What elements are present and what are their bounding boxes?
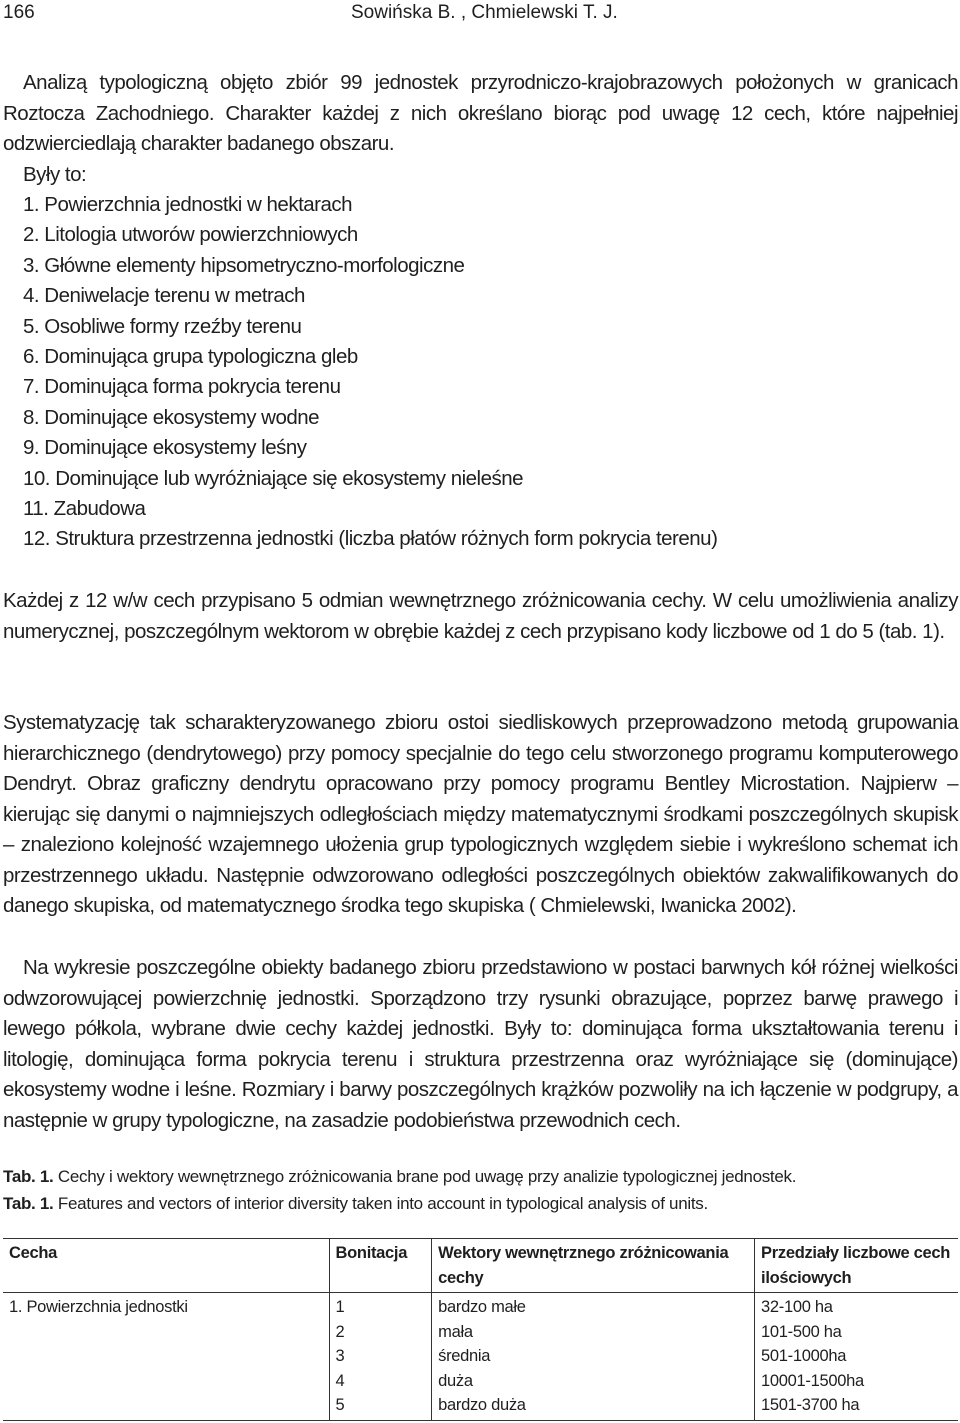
list-item: 1. Powierzchnia jednostki w hektarach bbox=[23, 193, 353, 216]
range-value: 501-1000ha bbox=[761, 1347, 847, 1365]
cell-vectors bbox=[432, 1293, 755, 1421]
list-item: 11. Zabudowa bbox=[23, 497, 146, 521]
list-item: 9. Dominujące ekosystemy leśny bbox=[23, 436, 307, 460]
rating-value: 1 bbox=[335, 1298, 345, 1316]
list-item: 7. Dominująca forma pokrycia terenu bbox=[23, 375, 341, 399]
header-przedzialy: Przedziały liczbowe cech ilościowych bbox=[755, 1239, 958, 1293]
features-list bbox=[23, 190, 717, 555]
list-item: 5. Osobliwe formy rzeźby terenu bbox=[23, 314, 302, 338]
diagram-paragraph: Na wykresie poszczególne obiekty badanego zbioru przedstawiono w postaci barwnych kół różnej wielkości odwzorowującej powierzchnię jednostki. Sporządzono trzy rysunki obrazujące, poprzez barwę prawego i lewego półkola, wybrane dwie cechy każdej jednostki. Były to: dominująca forma ukształtowania terenu i litologię, dominująca forma pokrycia terenu i struktura przestrzenna oraz wyróżniające się (dominujące) ekosystemy wodne i leśne. Rozmiary i barwy poszczególnych krążków pozwoliły na ich łączenie w podgrupy, a następnie w grupy typologiczne, na zasadzie podobieństwa przewodnich cech. bbox=[3, 956, 958, 1132]
running-head-authors: Sowińska B. , Chmielewski T. J. bbox=[351, 2, 618, 23]
range-value: 10001-1500ha bbox=[761, 1371, 864, 1390]
vector-value: bardzo duża bbox=[438, 1396, 526, 1414]
page-number: 166 bbox=[3, 2, 35, 23]
vector-value: bardzo małe bbox=[438, 1298, 526, 1316]
vector-value: mała bbox=[438, 1322, 473, 1341]
intro-paragraph: Analizą typologiczną objęto zbiór 99 jednostek przyrodniczo-krajobrazowych położonych w granicach Roztocza Zachodniego. Charakter każdej z nich określano biorąc pod uwagę 12 cech, które najpełniej odzwierciedlają charakter badanego obszaru. bbox=[3, 71, 958, 155]
rating-value: 2 bbox=[335, 1322, 345, 1341]
range-value: 1501-3700 ha bbox=[761, 1396, 860, 1414]
caption-text: Features and vectors of interior diversity taken into account in typological analysis of units. bbox=[53, 1194, 708, 1213]
cell-feature: 1. Powierzchnia jednostki bbox=[3, 1293, 329, 1421]
range-value: 32-100 ha bbox=[761, 1298, 833, 1316]
list-item: 6. Dominująca grupa typologiczna gleb bbox=[23, 345, 358, 369]
rating-value: 3 bbox=[335, 1347, 345, 1365]
cell-ranges bbox=[755, 1293, 958, 1421]
list-intro: Były to: bbox=[23, 163, 87, 186]
table-caption-pl bbox=[3, 1165, 958, 1189]
header-bonitacja: Bonitacja bbox=[329, 1239, 432, 1293]
list-item: 3. Główne elementy hipsometryczno-morfologiczne bbox=[23, 253, 465, 277]
vector-value: duża bbox=[438, 1371, 473, 1390]
caption-label: Tab. 1. bbox=[3, 1167, 54, 1186]
header-wektory: Wektory wewnętrznego zróżnicowania cechy bbox=[432, 1239, 755, 1293]
list-item: 4. Deniwelacje terenu w metrach bbox=[23, 284, 305, 308]
vectors-paragraph: Każdej z 12 w/w cech przypisano 5 odmian wewnętrznego zróżnicowania cechy. W celu umożliwienia analizy numerycznej, poszczególnym wektorom w obrębie każdej z cech przypisano kody liczbowe od 1 do 5 (tab. 1). bbox=[3, 589, 958, 643]
rating-value: 5 bbox=[335, 1396, 345, 1414]
list-item: 12. Struktura przestrzenna jednostki (liczba płatów różnych form pokrycia terenu) bbox=[23, 527, 718, 551]
vector-value: średnia bbox=[438, 1347, 491, 1365]
list-item: 10. Dominujące lub wyróżniające się ekosystemy nieleśne bbox=[23, 466, 524, 490]
table-caption-en bbox=[3, 1192, 958, 1216]
rating-value: 4 bbox=[335, 1371, 345, 1390]
range-value: 101-500 ha bbox=[761, 1322, 842, 1341]
header-cecha: Cecha bbox=[3, 1239, 329, 1293]
cell-ratings bbox=[329, 1293, 432, 1421]
features-table bbox=[3, 1238, 958, 1421]
caption-text: Cechy i wektory wewnętrznego zróżnicowania brane pod uwagę przy analizie typologicznej jednostek. bbox=[53, 1167, 797, 1186]
list-item: 8. Dominujące ekosystemy wodne bbox=[23, 405, 320, 429]
table-header-row bbox=[3, 1239, 958, 1293]
list-item: 2. Litologia utworów powierzchniowych bbox=[23, 223, 358, 247]
page-header bbox=[3, 2, 960, 28]
caption-label: Tab. 1. bbox=[3, 1194, 54, 1213]
table-row bbox=[3, 1293, 958, 1421]
systematization-paragraph: Systematyzację tak scharakteryzowanego zbioru ostoi siedliskowych przeprowadzono metodą grupowania hierarchicznego (dendrytowego) przy pomocy specjalnie do tego celu stworzonego programu komputerowego Dendryt. Obraz graficzny dendrytu opracowano przy pomocy programu Bentley Microstation. Najpierw – kierując się danymi o najmniejszych odległościach między matematycznymi środkami poszczególnych skupisk – znaleziono kolejność wzajemnego ułożenia grup typologicznych względem siebie i wykreślono schemat ich przestrzennego układu. Następnie odwzorowano odległości poszczególnych obiektów zakwalifikowanych do danego skupiska, od matematycznego środka tego skupiska ( Chmielewski, Iwanicka 2002). bbox=[3, 711, 958, 917]
